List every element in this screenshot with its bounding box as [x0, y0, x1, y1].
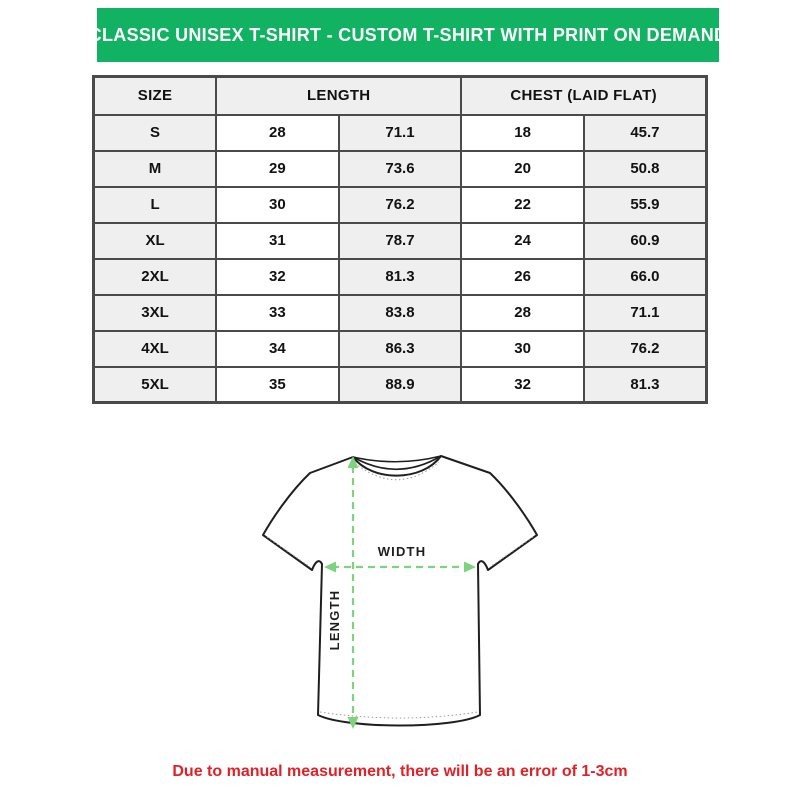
table-row: [94, 187, 707, 223]
title-banner: [88, 8, 728, 62]
chest-cm-cell: 81.3: [584, 367, 707, 403]
tshirt-measurement-diagram: [250, 440, 550, 740]
size-cell: XL: [94, 223, 217, 259]
length-in-cell: 32: [216, 259, 339, 295]
table-row: [94, 223, 707, 259]
chest-cm-cell: 71.1: [584, 295, 707, 331]
size-cell: 5XL: [94, 367, 217, 403]
chest-in-cell: 28: [461, 295, 584, 331]
size-cell: 3XL: [94, 295, 217, 331]
table-row: [94, 151, 707, 187]
length-cm-cell: 83.8: [339, 295, 462, 331]
size-cell: 4XL: [94, 331, 217, 367]
table-row: [94, 367, 707, 403]
length-in-cell: 30: [216, 187, 339, 223]
chest-cm-cell: 45.7: [584, 115, 707, 151]
page-title: CLASSIC UNISEX T-SHIRT - CUSTOM T-SHIRT WITH PRINT ON DEMAND: [88, 24, 728, 45]
table-row: [94, 295, 707, 331]
collar-top-line: [353, 456, 441, 462]
length-cm-cell: 81.3: [339, 259, 462, 295]
length-cm-cell: 86.3: [339, 331, 462, 367]
size-cell: 2XL: [94, 259, 217, 295]
chest-cm-cell: 50.8: [584, 151, 707, 187]
length-cm-cell: 78.7: [339, 223, 462, 259]
length-in-cell: 33: [216, 295, 339, 331]
chest-cm-cell: 60.9: [584, 223, 707, 259]
size-cell: L: [94, 187, 217, 223]
chest-in-cell: 22: [461, 187, 584, 223]
chest-in-cell: 18: [461, 115, 584, 151]
measurement-disclaimer: Due to manual measurement, there will be an error of 1-3cm: [172, 763, 628, 780]
chest-in-cell: 20: [461, 151, 584, 187]
width-label: WIDTH: [377, 544, 427, 559]
length-label: LENGTH: [327, 589, 342, 651]
chest-in-cell: 24: [461, 223, 584, 259]
table-header-row: [94, 77, 707, 115]
chest-cm-cell: 66.0: [584, 259, 707, 295]
size-chart-table: [92, 75, 708, 404]
length-in-cell: 29: [216, 151, 339, 187]
chest-in-cell: 30: [461, 331, 584, 367]
length-cm-cell: 71.1: [339, 115, 462, 151]
table-row: [94, 331, 707, 367]
header-length: LENGTH: [216, 77, 461, 115]
size-chart-table-container: [92, 75, 708, 404]
header-size: SIZE: [94, 77, 217, 115]
length-cm-cell: 73.6: [339, 151, 462, 187]
length-in-cell: 28: [216, 115, 339, 151]
size-cell: S: [94, 115, 217, 151]
length-cm-cell: 88.9: [339, 367, 462, 403]
table-row: [94, 115, 707, 151]
tshirt-outline: [263, 456, 537, 726]
chest-cm-cell: 55.9: [584, 187, 707, 223]
chest-in-cell: 26: [461, 259, 584, 295]
length-cm-cell: 76.2: [339, 187, 462, 223]
length-in-cell: 34: [216, 331, 339, 367]
header-chest: CHEST (LAID FLAT): [461, 77, 706, 115]
length-in-cell: 31: [216, 223, 339, 259]
chest-in-cell: 32: [461, 367, 584, 403]
size-cell: M: [94, 151, 217, 187]
chest-cm-cell: 76.2: [584, 331, 707, 367]
length-in-cell: 35: [216, 367, 339, 403]
table-row: [94, 259, 707, 295]
